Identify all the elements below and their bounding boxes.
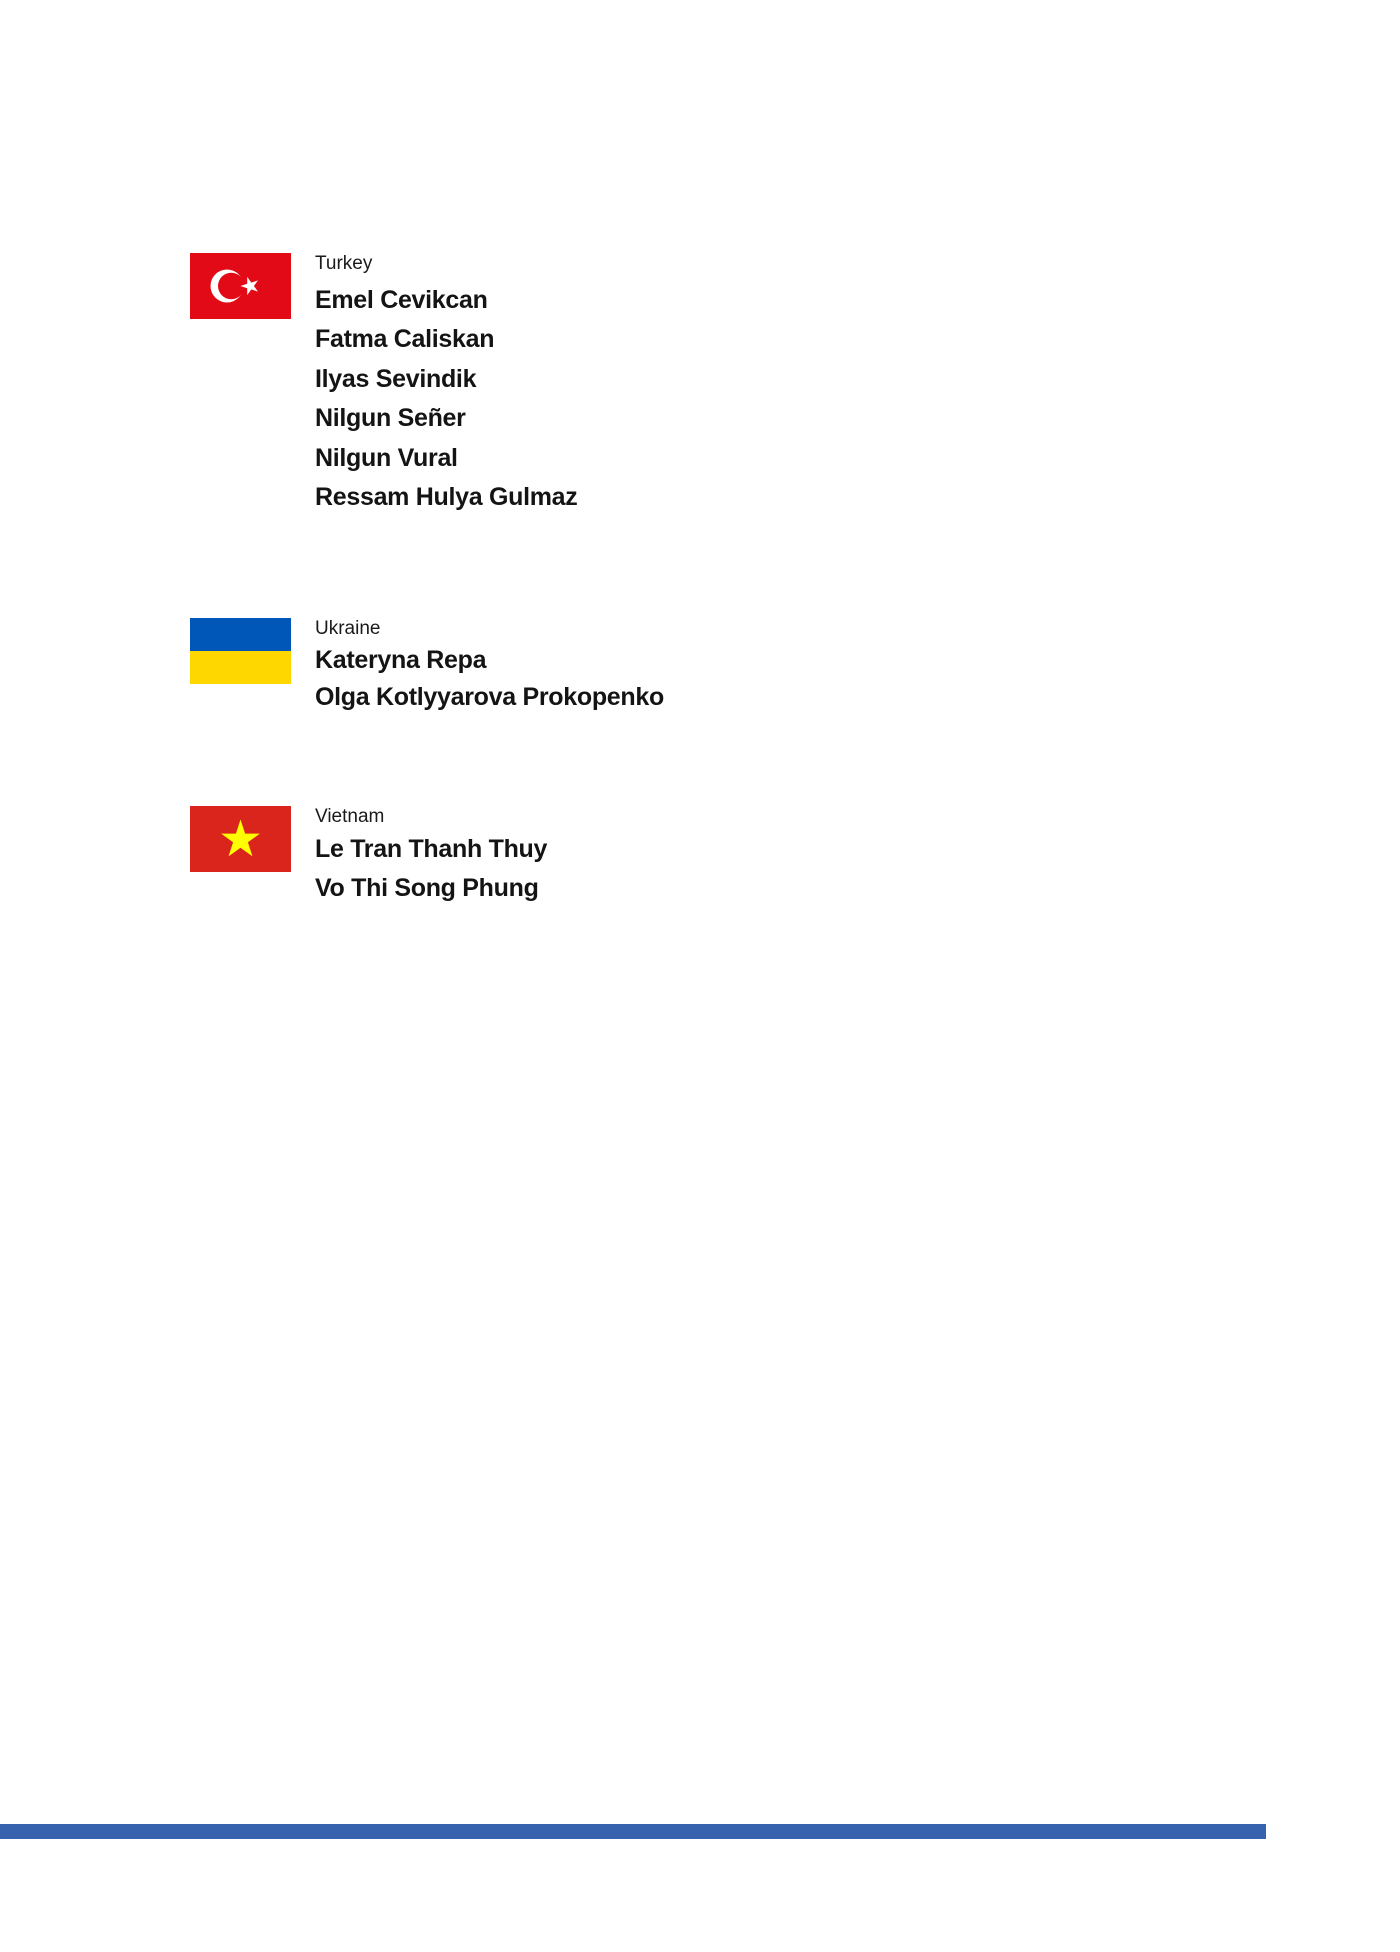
person-name: Le Tran Thanh Thuy <box>315 835 548 863</box>
country-text-column <box>315 806 547 908</box>
ukraine-flag-icon <box>190 618 291 684</box>
person-name: Olga Kotlyyarova Prokopenko <box>315 683 664 711</box>
footer-divider-bar <box>0 1824 1266 1839</box>
turkey-flag-icon <box>190 253 291 319</box>
country-text-column <box>315 253 577 517</box>
person-name: Emel Cevikcan <box>315 286 488 314</box>
person-name: Vo Thi Song Phung <box>315 874 539 902</box>
person-name: Ressam Hulya Gulmaz <box>315 482 578 511</box>
country-name: Ukraine <box>315 618 381 639</box>
person-name: Ilyas Sevindik <box>315 364 477 393</box>
person-name: Fatma Caliskan <box>315 325 495 354</box>
person-name: Kateryna Repa <box>315 646 487 674</box>
country-name: Turkey <box>315 253 373 274</box>
person-name: Nilgun Señer <box>315 404 466 433</box>
vietnam-flag-icon <box>190 806 291 872</box>
person-list <box>315 830 547 908</box>
person-name: Nilgun Vural <box>315 443 458 472</box>
person-list <box>315 642 664 716</box>
country-name: Vietnam <box>315 806 385 827</box>
country-text-column <box>315 618 664 716</box>
person-list <box>315 281 577 517</box>
